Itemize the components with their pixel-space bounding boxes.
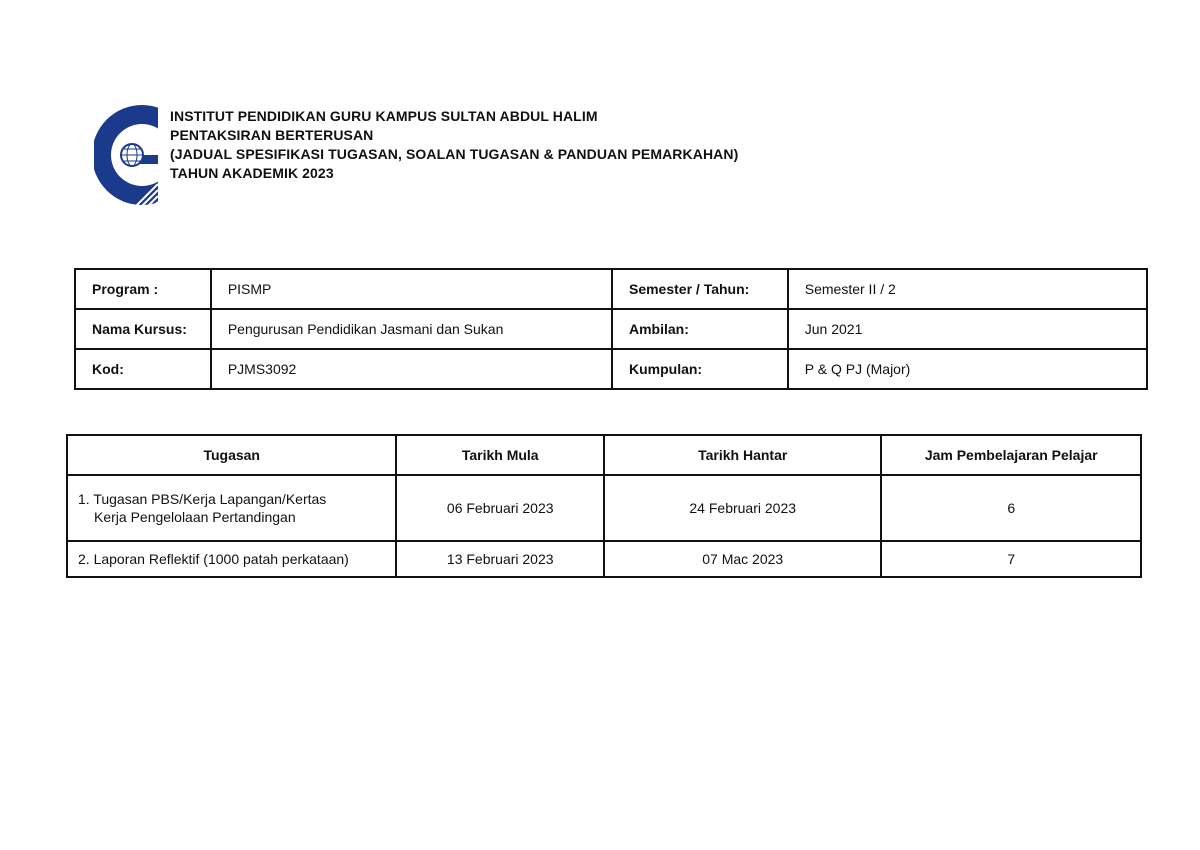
task-start-date: 06 Februari 2023 [396, 475, 604, 541]
column-header-learning-hours: Jam Pembelajaran Pelajar [881, 435, 1141, 475]
task-due-date: 07 Mac 2023 [604, 541, 881, 577]
ipg-logo [94, 103, 158, 208]
task-schedule-table [66, 434, 1142, 578]
task-name: 2. Laporan Reflektif (1000 patah perkataan) [67, 541, 396, 577]
institute-name: INSTITUT PENDIDIKAN GURU KAMPUS SULTAN ABDUL HALIM [170, 108, 598, 124]
academic-year: TAHUN AKADEMIK 2023 [170, 165, 334, 181]
course-name-label: Nama Kursus: [75, 309, 211, 349]
task-due-date: 24 Februari 2023 [604, 475, 881, 541]
column-header-start-date: Tarikh Mula [396, 435, 604, 475]
semester-value: Semester II / 2 [788, 269, 1147, 309]
intake-value: Jun 2021 [788, 309, 1147, 349]
code-label: Kod: [75, 349, 211, 389]
program-label: Program : [75, 269, 211, 309]
table-row [67, 541, 1141, 577]
course-info-table [74, 268, 1148, 390]
document-header [170, 107, 738, 183]
semester-label: Semester / Tahun: [612, 269, 788, 309]
group-label: Kumpulan: [612, 349, 788, 389]
group-value: P & Q PJ (Major) [788, 349, 1147, 389]
table-row [67, 475, 1141, 541]
program-value: PISMP [211, 269, 612, 309]
table-row [75, 349, 1147, 389]
course-name-value: Pengurusan Pendidikan Jasmani dan Sukan [211, 309, 612, 349]
document-subtitle: (JADUAL SPESIFIKASI TUGASAN, SOALAN TUGASAN & PANDUAN PEMARKAHAN) [170, 146, 739, 162]
task-name: 1. Tugasan PBS/Kerja Lapangan/Kertas [78, 491, 327, 507]
assessment-title: PENTAKSIRAN BERTERUSAN [170, 127, 374, 143]
column-header-due-date: Tarikh Hantar [604, 435, 881, 475]
task-learning-hours: 6 [881, 475, 1141, 541]
table-row [75, 269, 1147, 309]
table-header-row [67, 435, 1141, 475]
task-learning-hours: 7 [881, 541, 1141, 577]
intake-label: Ambilan: [612, 309, 788, 349]
task-name-cell [67, 475, 396, 541]
code-value: PJMS3092 [211, 349, 612, 389]
column-header-task: Tugasan [67, 435, 396, 475]
task-start-date: 13 Februari 2023 [396, 541, 604, 577]
table-row [75, 309, 1147, 349]
task-name-continued: Kerja Pengelolaan Pertandingan [94, 509, 296, 525]
